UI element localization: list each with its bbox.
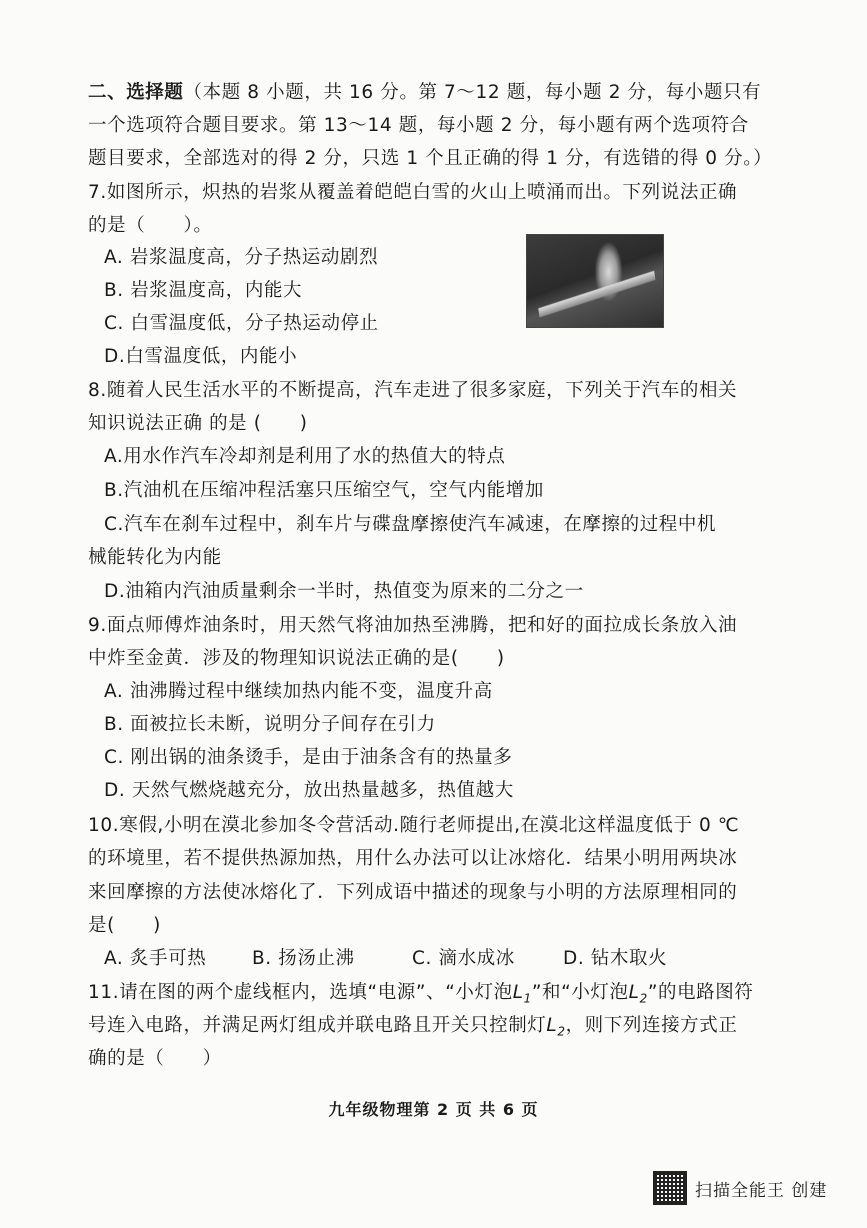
section-intro-line-1: （本题 8 小题，共 16 分。第 7～12 题，每小题 2 分，每小题只有 (183, 82, 762, 103)
q9-option-c: C. 刚出锅的油条烫手，是由于油条含有的热量多 (104, 747, 513, 768)
q11-text: ，则下列连接方式正 (565, 1015, 738, 1036)
q8-option-c-line-2: 械能转化为内能 (88, 547, 222, 568)
q8-stem-line-2: 知识说法正确 的是 ( ) (88, 413, 308, 434)
q7-option-d: D.白雪温度低，内能小 (104, 346, 298, 367)
scanner-watermark (653, 1170, 827, 1206)
qr-code-icon (653, 1171, 687, 1205)
lamp-l2-letter: L (546, 1015, 558, 1036)
q8-option-d: D.油箱内汽油质量剩余一半时，热值变为原来的二分之一 (104, 581, 584, 602)
section-title: 二、选择题 (88, 82, 184, 103)
q9-stem-line-1: 9.面点师傅炸油条时，用天然气将油加热至沸腾，把和好的面拉成长条放入油 (88, 615, 738, 636)
q7-stem-line-1: 7.如图所示，炽热的岩浆从覆盖着皑皑白雪的火山上喷涌而出。下列说法正确 (88, 182, 738, 203)
q9-option-d: D. 天然气燃烧越充分，放出热量越多，热值越大 (104, 780, 514, 801)
q11-text: ”的电路图符 (647, 982, 754, 1003)
q10-option-c: C. 滴水成冰 (412, 948, 515, 969)
q7-option-b: B. 岩浆温度高，内能大 (104, 280, 303, 301)
q11-text: 号连入电路，并满足两灯组成并联电路且开关只控制灯 (88, 1015, 547, 1036)
q7-option-c: C. 白雪温度低，分子热运动停止 (104, 313, 379, 334)
q10-option-a: A. 炙手可热 (104, 948, 207, 969)
q8-option-c-line-1: C.汽车在刹车过程中，刹车片与碟盘摩擦使汽车减速，在摩擦的过程中机 (104, 514, 717, 535)
lamp-l2-symbol (628, 982, 648, 1006)
lamp-l1-subscript: 1 (523, 991, 532, 1006)
q10-option-d: D. 钻木取火 (563, 948, 668, 969)
section-intro-line-3: 题目要求，全部选对的得 2 分，只选 1 个且正确的得 1 分，有选错的得 0 分。） (88, 148, 773, 169)
q8-option-a: A.用水作汽车冷却剂是利用了水的热值大的特点 (104, 446, 506, 467)
scanner-brand-text: 扫描全能王 创建 (695, 1180, 828, 1201)
volcano-lava-image (526, 234, 664, 328)
q11-stem-line-2 (88, 1013, 737, 1045)
q9-option-b: B. 面被拉长未断，说明分子间存在引力 (104, 714, 436, 735)
lamp-l2-subscript: 2 (639, 991, 648, 1006)
q7-option-a: A. 岩浆温度高，分子热运动剧烈 (104, 247, 379, 268)
q11-stem-line-3: 确的是（ ） (88, 1048, 222, 1069)
lamp-l2-subscript: 2 (557, 1024, 566, 1039)
q11-text: ”和“小灯泡 (531, 982, 629, 1003)
lamp-l2-symbol (546, 1015, 566, 1039)
q9-stem-line-2: 中炸至金黄．涉及的物理知识说法正确的是( ) (88, 648, 505, 669)
q10-stem-line-1: 10.寒假,小明在漠北参加冬令营活动.随行老师提出,在漠北这样温度低于 0 ℃ (88, 815, 740, 836)
lamp-l1-symbol (512, 982, 532, 1006)
q11-text: 11.请在图的两个虚线框内，选填“电源”、“小灯泡 (88, 982, 513, 1003)
q7-stem-line-2: 的是（ ）。 (88, 215, 213, 236)
q10-stem-line-3: 来回摩擦的方法使冰熔化了．下列成语中描述的现象与小明的方法原理相同的 (88, 882, 738, 903)
q10-stem-line-4: 是( ) (88, 915, 161, 936)
lamp-l2-letter: L (628, 982, 640, 1003)
section-intro-line-2: 一个选项符合题目要求。第 13～14 题，每小题 2 分，每小题有两个选项符合 (88, 115, 749, 136)
q10-option-b: B. 扬汤止沸 (252, 948, 355, 969)
page-footer: 九年级物理第 2 页 共 6 页 (328, 1100, 539, 1119)
lamp-l1-letter: L (512, 982, 524, 1003)
q10-stem-line-2: 的环境里，若不提供热源加热，用什么办法可以让冰熔化．结果小明用两块冰 (88, 848, 738, 869)
q9-option-a: A. 油沸腾过程中继续加热内能不变，温度升高 (104, 681, 493, 702)
section-header (88, 80, 761, 106)
q8-stem-line-1: 8.随着人民生活水平的不断提高，汽车走进了很多家庭，下列关于汽车的相关 (88, 380, 738, 401)
q8-option-b: B.汽油机在压缩冲程活塞只压缩空气，空气内能增加 (104, 480, 544, 501)
q11-stem-line-1 (88, 980, 754, 1012)
